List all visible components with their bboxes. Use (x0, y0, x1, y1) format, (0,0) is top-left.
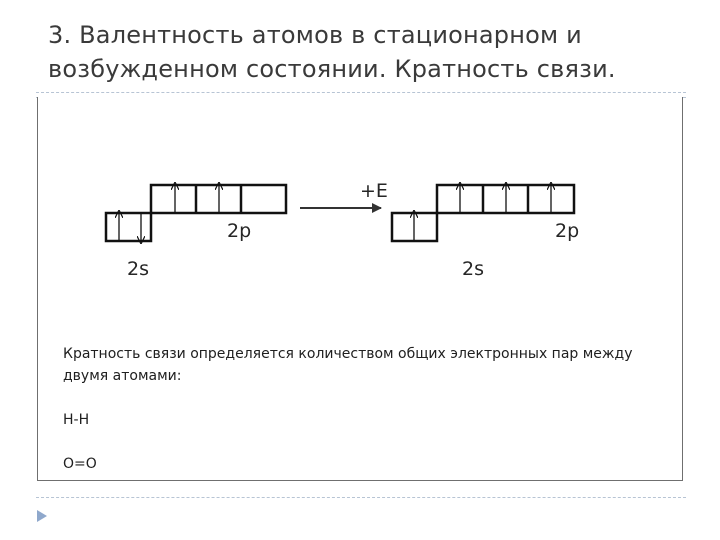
ground-state (106, 185, 286, 280)
ground-2s-label: 2s (127, 258, 149, 280)
excited-2s-cell (392, 213, 437, 241)
excitation-arrow (300, 180, 388, 208)
energy-label: +E (360, 180, 388, 202)
ground-2s-cell (106, 213, 151, 241)
bond-multiplicity-note (63, 343, 663, 475)
ground-2p-cells (151, 185, 286, 213)
definition-text: Кратность связи определяется количеством общих электронных пар между двумя атомами: (63, 346, 633, 384)
bottom-divider (36, 497, 686, 498)
example-h2: H-H (63, 412, 90, 428)
excited-2p-cells (437, 185, 574, 213)
excited-2s-label: 2s (462, 258, 484, 280)
excited-2p-label: 2p (555, 220, 580, 242)
triangle-bullet-icon (36, 509, 48, 523)
ground-2p-label: 2p (227, 220, 252, 242)
slide-title: 3. Валентность атомов в стационарном и возбужденном состоянии. Кратность связи. (48, 21, 616, 83)
example-o2: O=O (63, 456, 97, 472)
excited-state (392, 185, 579, 280)
